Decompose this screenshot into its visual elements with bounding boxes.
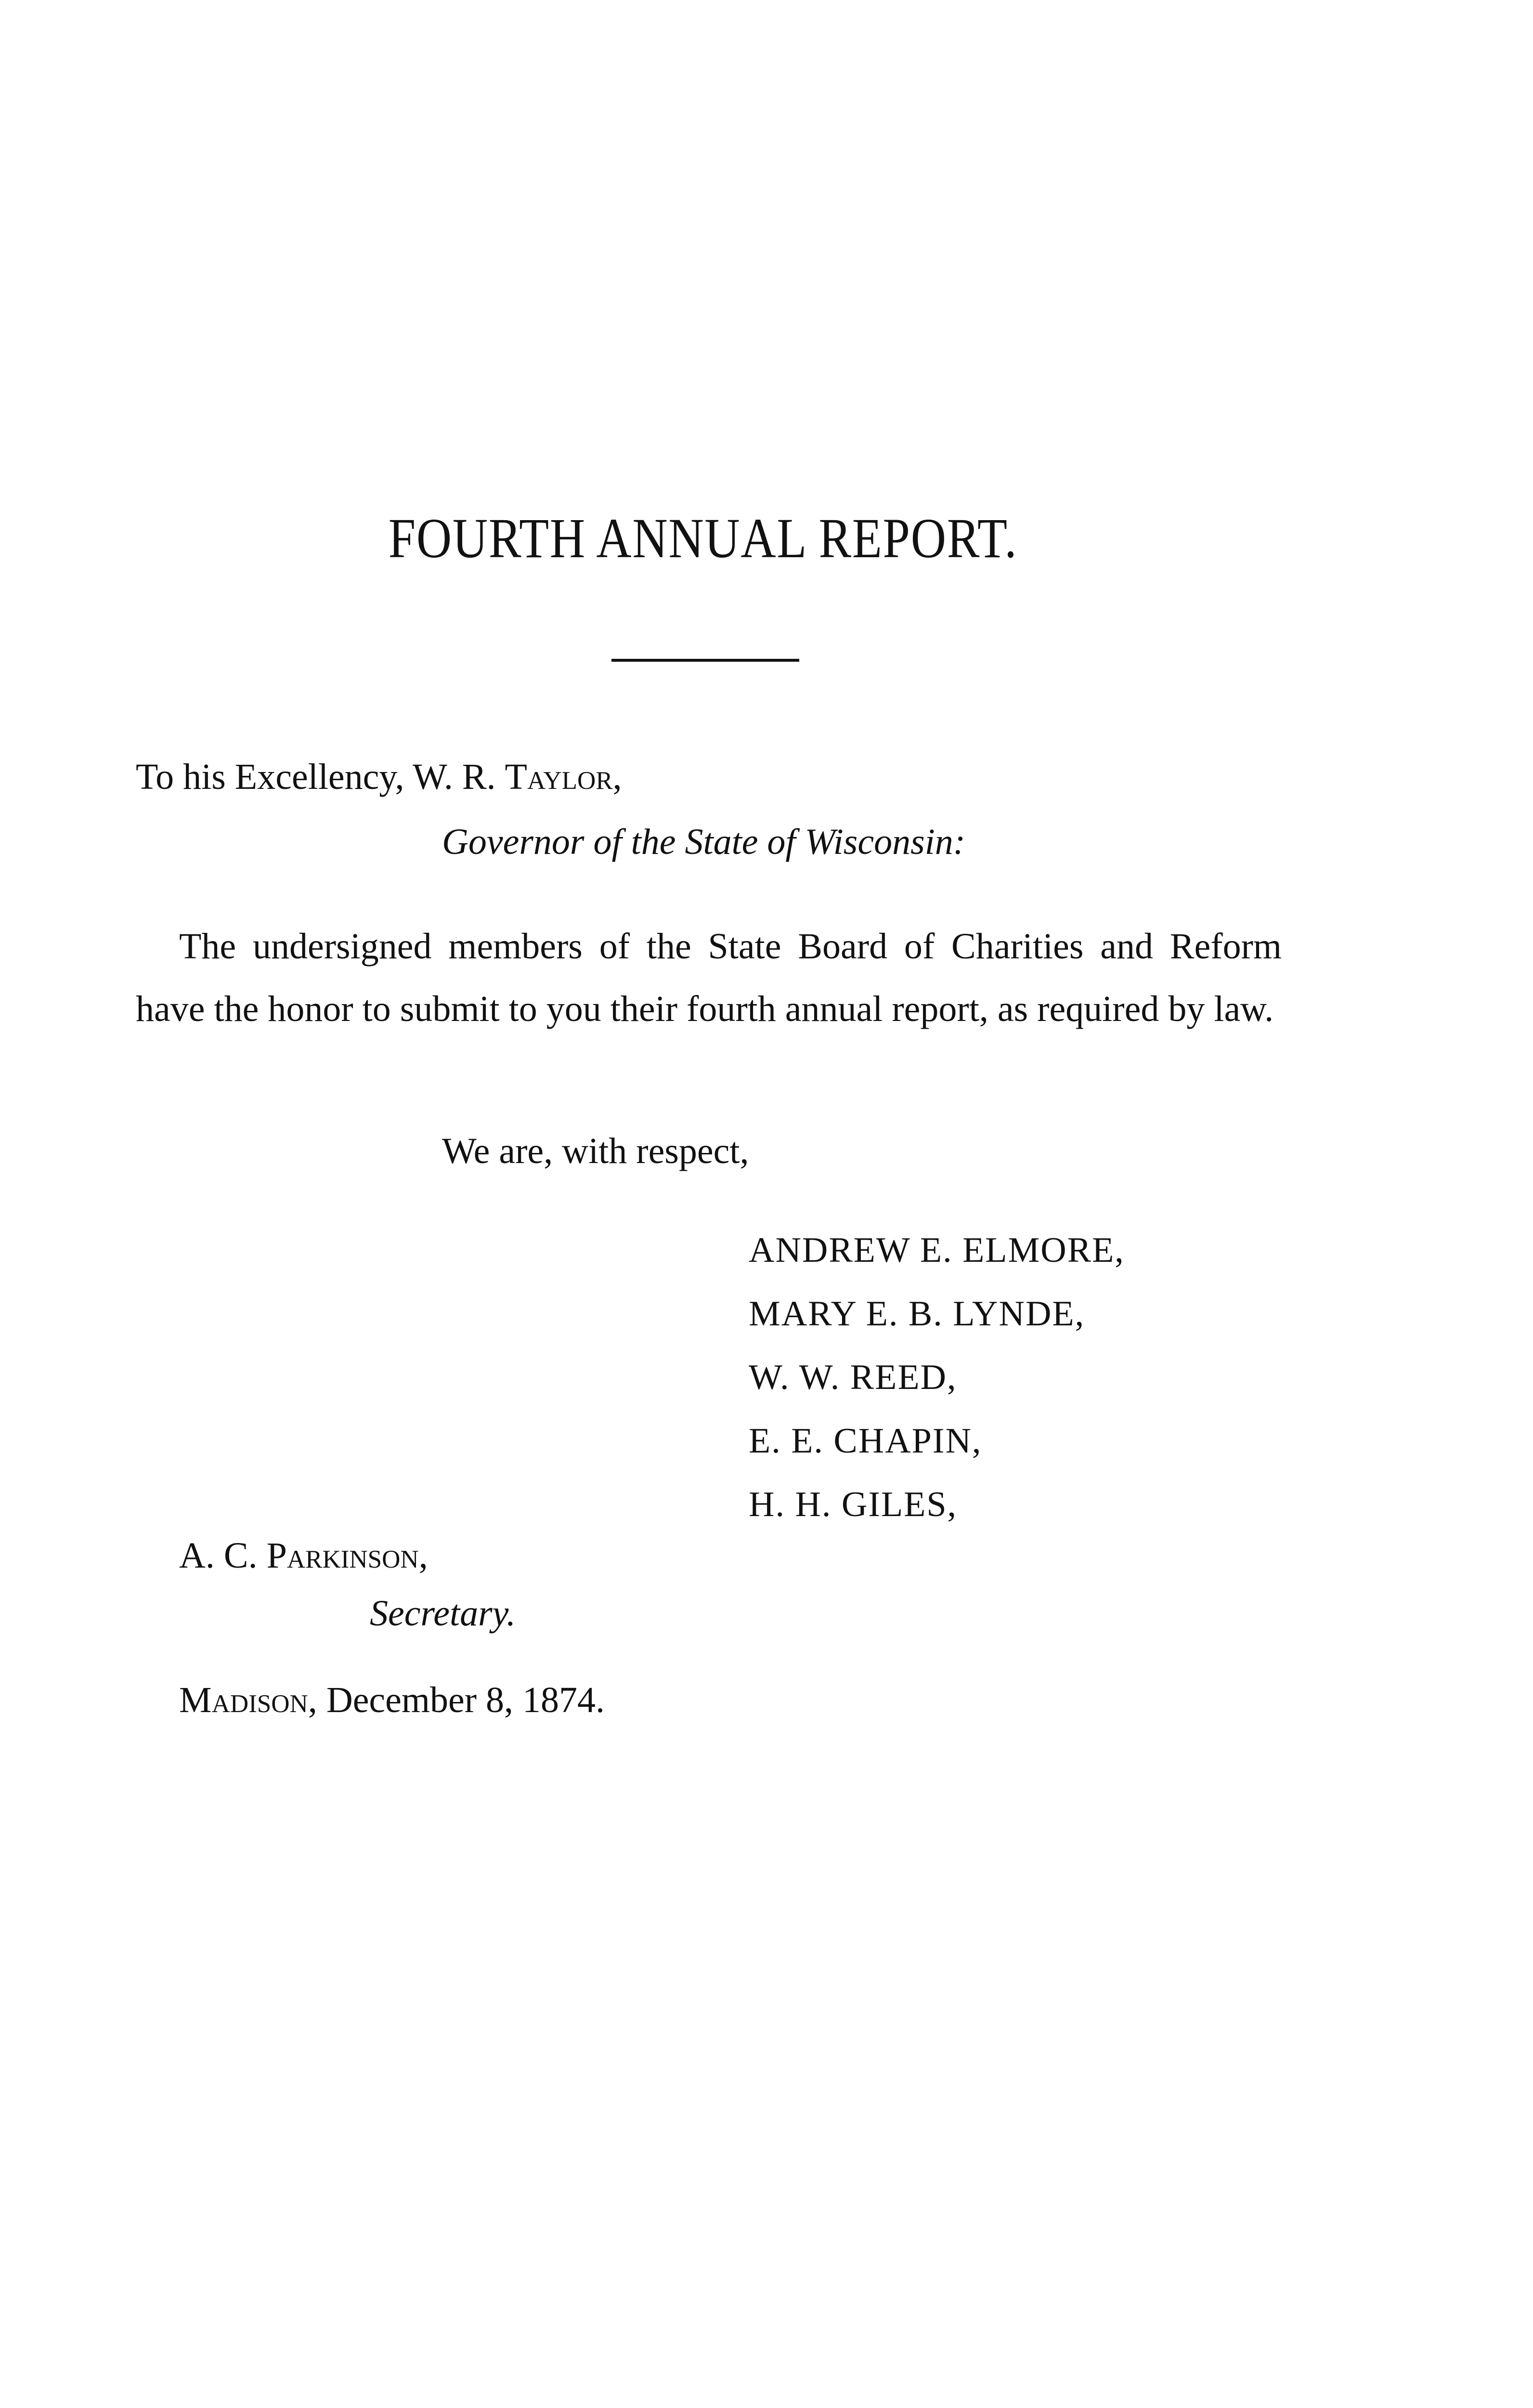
- title-divider: [611, 659, 799, 662]
- closing-line: We are, with respect,: [442, 1131, 749, 1171]
- secretary-title: Secretary.: [370, 1593, 516, 1634]
- salutation-prefix: To his Excellency, W. R.: [136, 757, 505, 797]
- report-title: FOURTH ANNUAL REPORT.: [388, 507, 1018, 570]
- secretary-name: [179, 1531, 428, 1580]
- signatory-item: ANDREW E. ELMORE,: [749, 1230, 1125, 1270]
- signatory-item: W. W. REED,: [749, 1358, 957, 1397]
- signatory-item: H. H. GILES,: [749, 1485, 958, 1524]
- secretary-prefix: A. C.: [179, 1535, 267, 1576]
- body-paragraph: The undersigned members of the State Board of Charities and Reform have the honor to submit to you their fourth annual report, as required by law.: [136, 926, 1282, 1029]
- signatory-item: MARY E. B. LYNDE,: [749, 1294, 1085, 1334]
- place-name: Madison: [179, 1680, 308, 1720]
- signatories-list: [749, 1218, 1125, 1536]
- salutation-line: [136, 753, 622, 801]
- date-text: , December 8, 1874.: [308, 1680, 605, 1720]
- governor-line: Governor of the State of Wisconsin:: [442, 822, 966, 862]
- salutation-surname: Taylor: [505, 757, 613, 797]
- signatory-item: E. E. CHAPIN,: [749, 1421, 982, 1461]
- salutation-suffix: ,: [612, 757, 622, 797]
- place-date-line: [179, 1676, 605, 1724]
- secretary-surname: Parkinson: [266, 1535, 419, 1576]
- secretary-suffix: ,: [418, 1535, 428, 1576]
